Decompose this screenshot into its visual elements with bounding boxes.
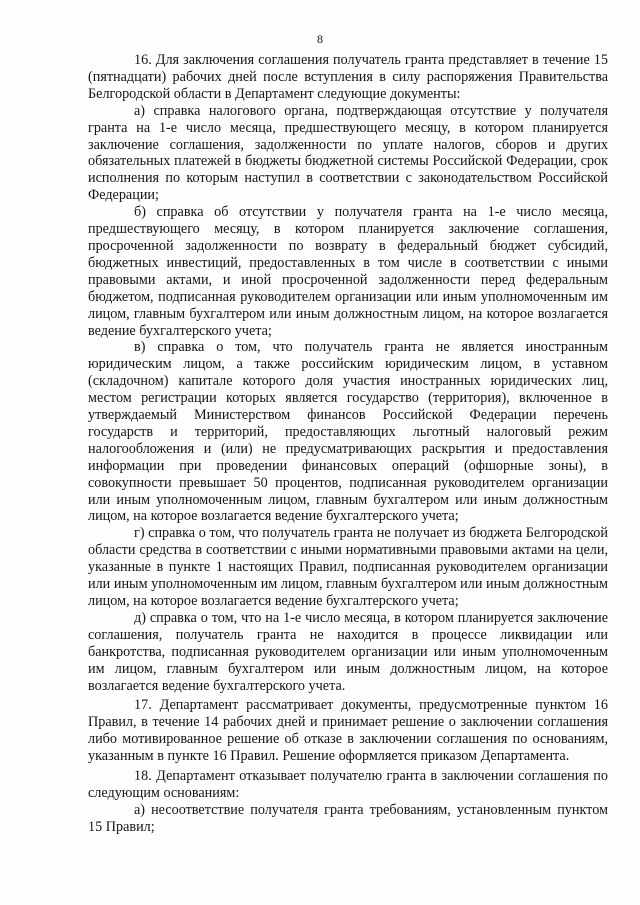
paragraph-16-d: д) справка о том, что на 1-е число месяца, в котором планируется заключение соглашения, получатель гранта не находится в процессе ликвидации или банкротства, подписанная руководителем организации или иным уполномоченным им лицом, главным бухгалтером или иным должностным лицом, на которое возлагается ведение бухгалтерского учета. bbox=[88, 609, 608, 694]
paragraph-16-v: в) справка о том, что получатель гранта не является иностранным юридическим лицом, а также российским юридическим лицом, в уставном (складочном) капитале которого доля участия иностранных юридических лиц, местом регистрации которых является государство (территория), включенное в утверждаемый Министерством финансов Российской Федерации перечень государств и территорий, предоставляющих льготный налоговый режим налогообложения и (или) не предусматривающих раскрытия и предоставления информации при проведении финансовых операций (офшорные зоны), в совокупности превышает 50 процентов, подписанная руководителем организации или иным уполномоченным лицом, главным бухгалтером или иным должностным лицом, на которое возлагается ведение бухгалтерского учета; bbox=[88, 339, 608, 525]
page-number: 8 bbox=[317, 32, 323, 46]
document-body bbox=[88, 52, 608, 836]
paragraph-17: 17. Департамент рассматривает документы, предусмотренные пунктом 16 Правил, в течение 14 рабочих дней и принимает решение о заключении соглашения либо мотивированное решение об отказе в заключении соглашения по основаниям, указанным в пункте 16 Правил. Решение оформляется приказом Департамента. bbox=[88, 697, 608, 765]
paragraph-16-a: а) справка налогового органа, подтверждающая отсутствие у получателя гранта на 1-е число месяца, предшествующего месяцу, в котором планируется заключение соглашения, задолженности по уплате налогов, сборов и других обязательных платежей в бюджеты бюджетной системы Российской Федерации, срок исполнения по которым наступил в соответствии с законодательством Российской Федерации; bbox=[88, 102, 608, 204]
paragraph-18: 18. Департамент отказывает получателю гранта в заключении соглашения по следующим основаниям: bbox=[88, 768, 608, 801]
paragraph-18-a: а) несоответствие получателя гранта требованиям, установленным пунктом 15 Правил; bbox=[88, 801, 608, 835]
paragraph-16: 16. Для заключения соглашения получатель гранта представляет в течение 15 (пятнадцати) рабочих дней после вступления в силу распоряжения Правительства Белгородской области в Департамент следующие документы: bbox=[88, 52, 608, 102]
paragraph-16-g: г) справка о том, что получатель гранта не получает из бюджета Белгородской области средства в соответствии с иными нормативными правовыми актами на цели, указанные в пункте 1 настоящих Правил, подписанная руководителем организации или иным уполномоченным им лицом, главным бухгалтером или иным должностным лицом, на которое возлагается ведение бухгалтерского учета; bbox=[88, 525, 608, 609]
paragraph-16-b: б) справка об отсутствии у получателя гранта на 1-е число месяца, предшествующего месяцу, в котором планируется заключение соглашения, просроченной задолженности по возврату в федеральный бюджет субсидий, бюджетных инвестиций, предоставленных в том числе в соответствии с иными правовыми актами, и иной просроченной задолженности перед федеральным бюджетом, подписанная руководителем организации или иным уполномоченным им лицом, главным бухгалтером или иным должностным лицом, на которое возлагается ведение бухгалтерского учета; bbox=[88, 204, 608, 339]
